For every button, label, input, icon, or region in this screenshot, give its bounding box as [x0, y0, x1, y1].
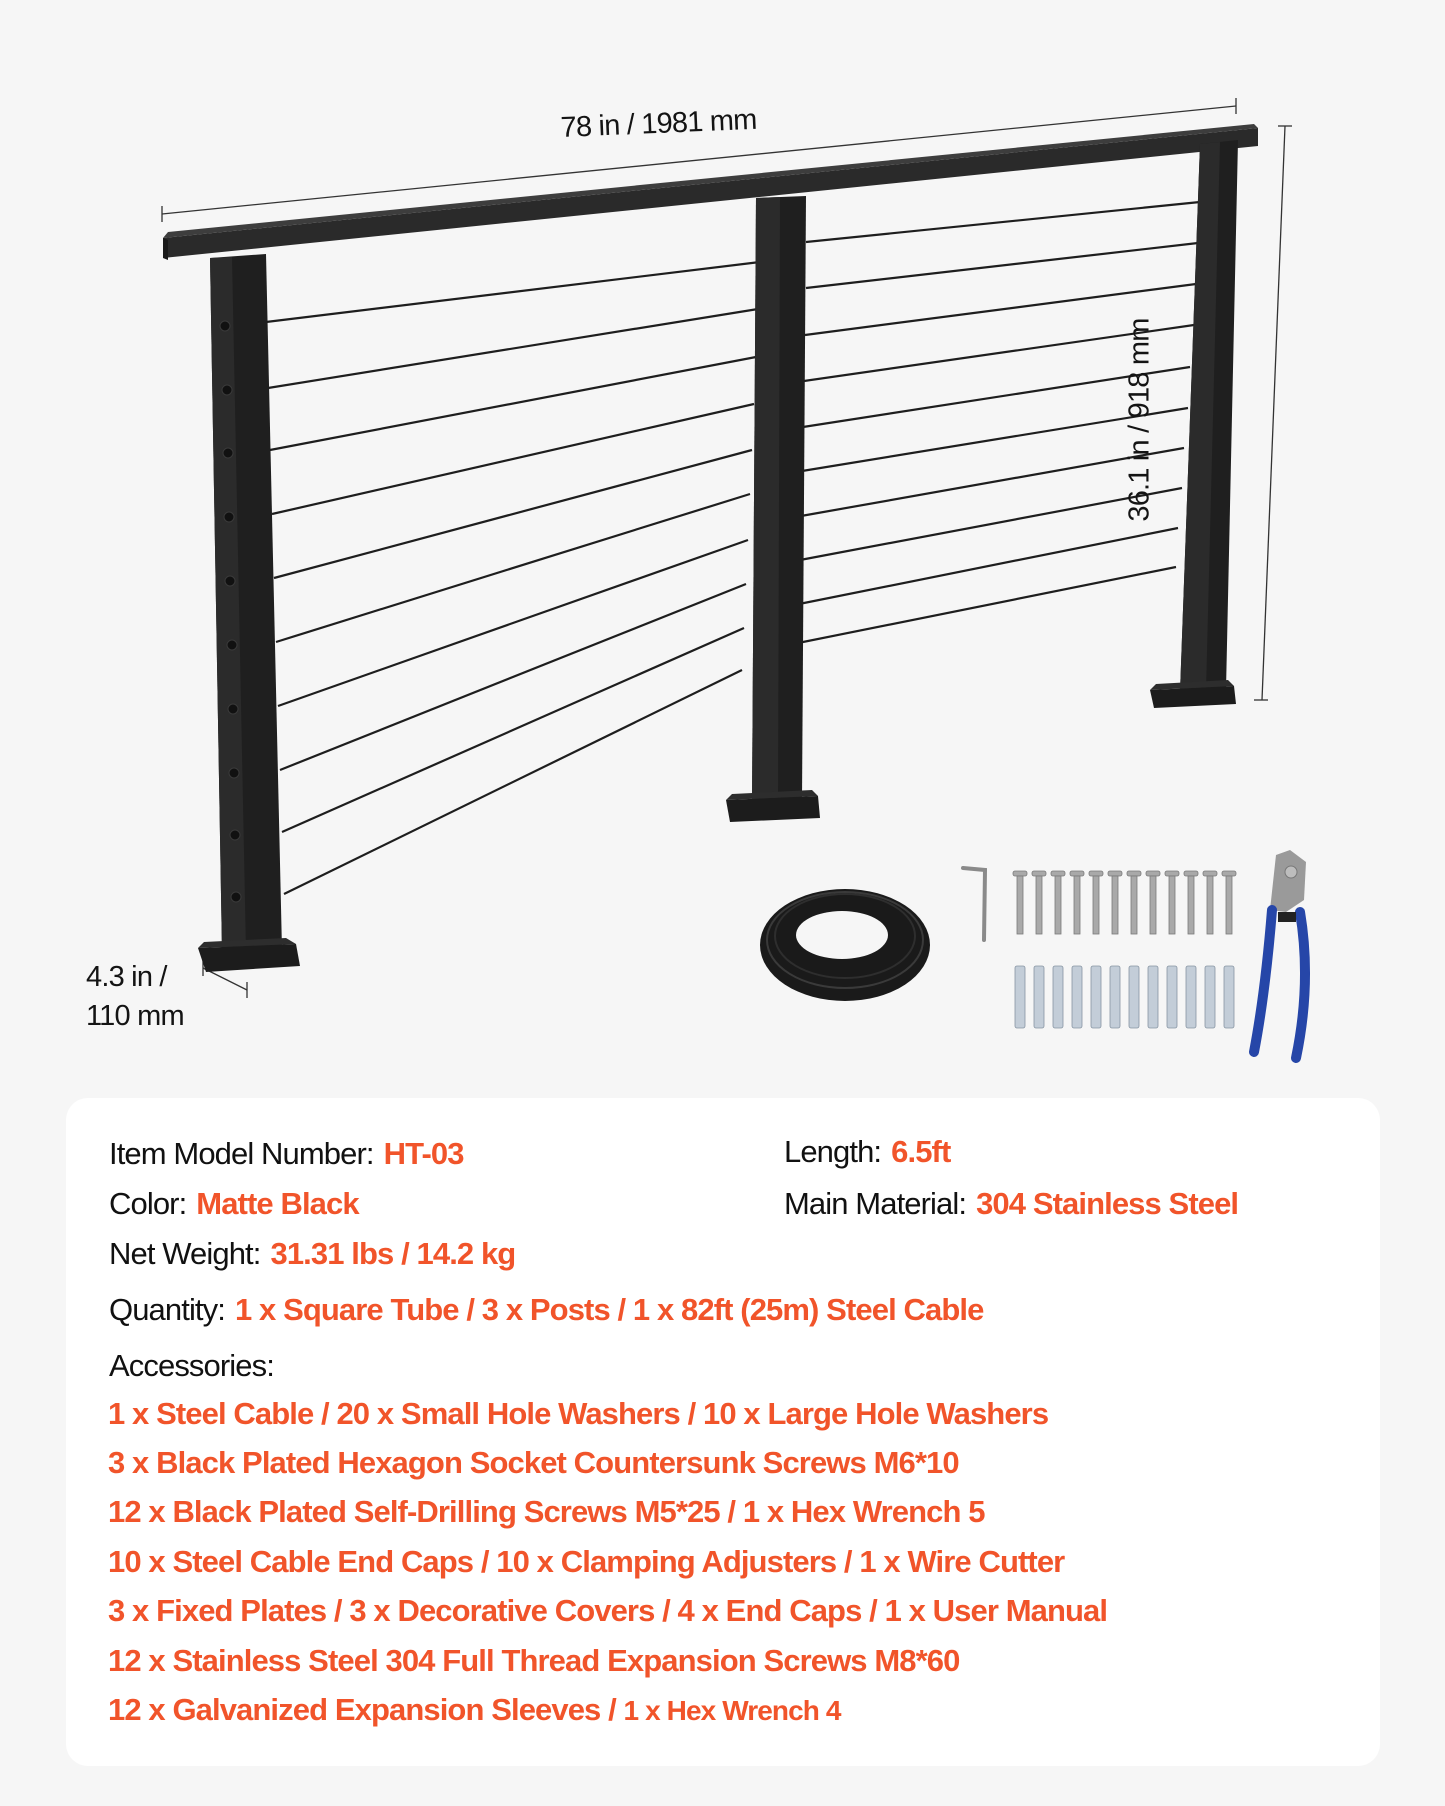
spec-color-label: Color: — [109, 1186, 187, 1221]
spec-weight — [109, 1236, 515, 1272]
accessory-line — [108, 1692, 841, 1728]
spec-model-label: Item Model Number: — [109, 1136, 374, 1171]
post-left — [198, 254, 300, 972]
spec-quantity — [109, 1292, 983, 1328]
top-rail — [163, 124, 1258, 260]
spec-material-label: Main Material: — [784, 1186, 967, 1221]
height-dimension-label: 36.1 in / 918 mm — [1123, 318, 1156, 522]
accessory-line: 10 x Steel Cable End Caps / 10 x Clamping Adjusters / 1 x Wire Cutter — [108, 1544, 1065, 1579]
base-dimension-label — [86, 958, 184, 1036]
length-dimension-label: 78 in / 1981 mm — [560, 103, 758, 144]
spec-accessories-label: Accessories: — [109, 1348, 274, 1383]
base-dimension-line1: 4.3 in / — [86, 961, 167, 993]
accessory-line: 12 x Stainless Steel 304 Full Thread Expansion Screws M8*60 — [108, 1643, 960, 1678]
height-dimension-line — [1254, 126, 1292, 700]
accessory-line: 3 x Fixed Plates / 3 x Decorative Covers / 4 x End Caps / 1 x User Manual — [108, 1593, 1108, 1628]
spec-color-value: Matte Black — [196, 1186, 359, 1221]
accessory-hex-wrench-4: 1 x Hex Wrench 4 — [623, 1695, 841, 1726]
spec-length-value: 6.5ft — [891, 1134, 951, 1169]
hex-wrench-image — [963, 868, 985, 940]
spec-color — [109, 1186, 359, 1222]
spec-length — [784, 1134, 950, 1170]
spec-weight-label: Net Weight: — [109, 1236, 261, 1271]
spec-card — [66, 1098, 1380, 1766]
base-dimension-line2: 110 mm — [86, 1000, 184, 1032]
spec-weight-value: 31.31 lbs / 14.2 kg — [270, 1236, 516, 1271]
spec-quantity-label: Quantity: — [109, 1292, 225, 1327]
spec-model — [109, 1136, 464, 1172]
self-drilling-screws-image — [1013, 871, 1236, 934]
post-middle — [726, 196, 820, 822]
expansion-sleeves-image — [1015, 966, 1234, 1028]
steel-cable-coil-image — [760, 889, 930, 1001]
spec-material-value: 304 Stainless Steel — [976, 1186, 1239, 1221]
spec-quantity-value: 1 x Square Tube / 3 x Posts / 1 x 82ft (25m) Steel Cable — [234, 1292, 984, 1327]
cables-left — [266, 262, 760, 894]
post-right — [1150, 140, 1238, 708]
accessory-line: 1 x Steel Cable / 20 x Small Hole Washers / 10 x Large Hole Washers — [108, 1396, 1049, 1431]
spec-material — [784, 1186, 1238, 1222]
accessory-line-text: 12 x Galvanized Expansion Sleeves / — [108, 1692, 624, 1727]
spec-length-label: Length: — [784, 1134, 882, 1169]
wire-cutter-image — [1254, 850, 1306, 1058]
accessory-line: 3 x Black Plated Hexagon Socket Countersunk Screws M6*10 — [108, 1445, 959, 1480]
accessory-line: 12 x Black Plated Self-Drilling Screws M5*25 / 1 x Hex Wrench 5 — [108, 1494, 985, 1529]
spec-model-value: HT-03 — [383, 1136, 464, 1171]
